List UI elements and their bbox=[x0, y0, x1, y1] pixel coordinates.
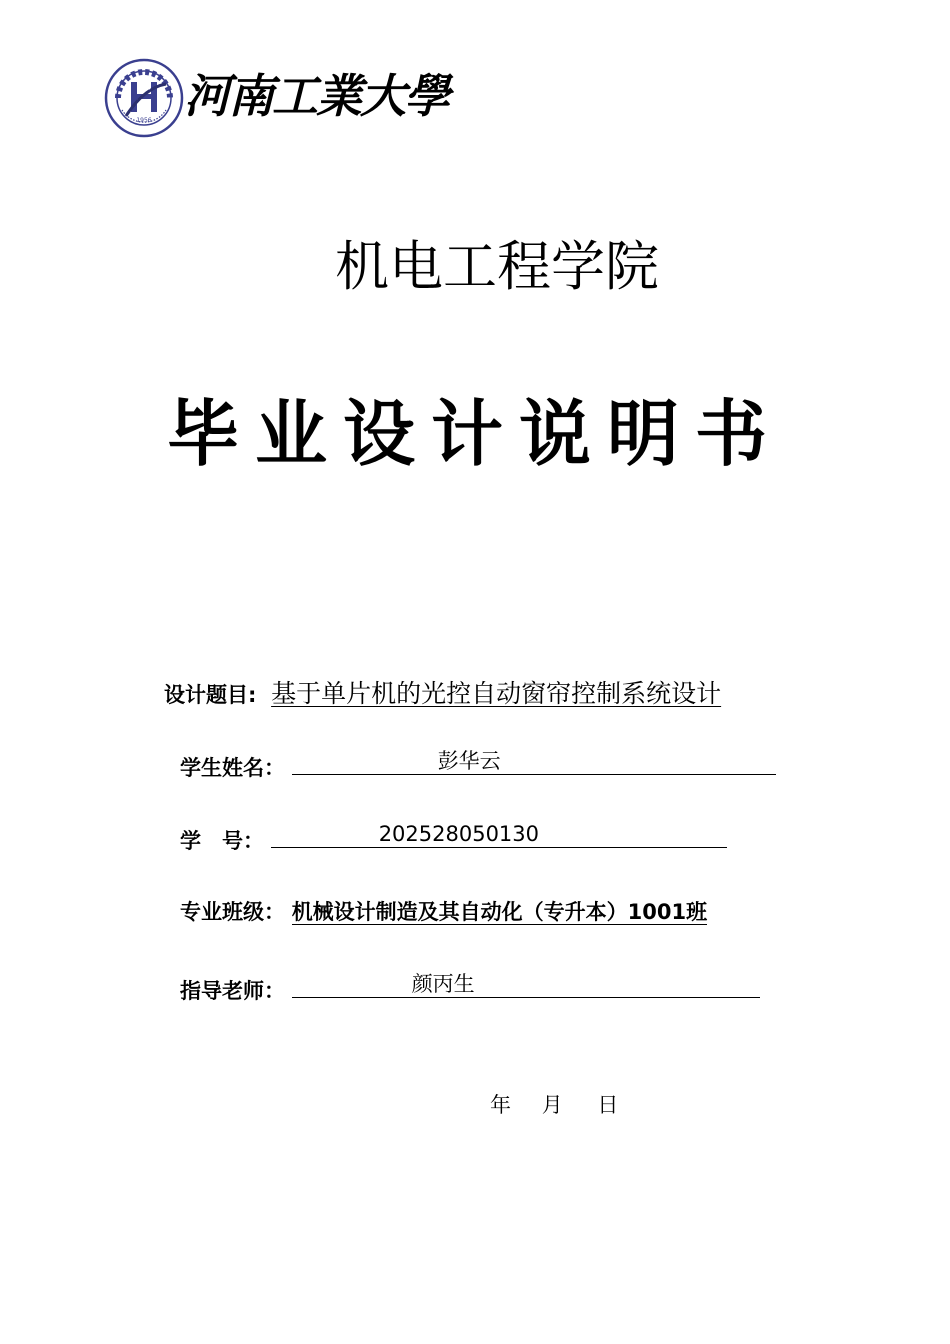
advisor-value: 颜丙生 bbox=[411, 972, 475, 996]
date-day: 日 bbox=[597, 1093, 619, 1117]
advisor-row bbox=[180, 969, 760, 1006]
document-title: 毕业设计说明书 bbox=[166, 392, 783, 476]
major-label: 专业班级： bbox=[180, 900, 285, 924]
student-id-underline bbox=[271, 819, 727, 848]
advisor-label: 指导老师： bbox=[180, 979, 285, 1003]
college-name: 机电工程学院 bbox=[335, 235, 659, 298]
student-label: 学生姓名： bbox=[180, 756, 285, 780]
date-month: 月 bbox=[541, 1093, 563, 1117]
student-underline bbox=[292, 746, 776, 775]
seal-year: 1956 bbox=[136, 117, 152, 124]
advisor-underline bbox=[292, 969, 760, 998]
date-year: 年 bbox=[490, 1093, 511, 1117]
topic-label: 设计题目: bbox=[164, 683, 257, 707]
university-seal-icon bbox=[104, 58, 184, 138]
student-id-row bbox=[180, 819, 727, 856]
student-id-value: 202528050130 bbox=[378, 822, 540, 846]
topic-value: 基于单片机的光控自动窗帘控制系统设计 bbox=[271, 679, 722, 708]
student-row bbox=[180, 746, 776, 783]
date-row bbox=[490, 1090, 618, 1120]
major-value: 机械设计制造及其自动化（专升本）1001班 bbox=[291, 900, 708, 924]
university-logo bbox=[104, 58, 448, 142]
student-id-label: 学 号： bbox=[180, 829, 264, 853]
major-row bbox=[180, 897, 707, 927]
university-name: 河南工業大學 bbox=[184, 69, 448, 123]
topic-row bbox=[164, 679, 721, 710]
student-value: 彭华云 bbox=[437, 749, 501, 773]
